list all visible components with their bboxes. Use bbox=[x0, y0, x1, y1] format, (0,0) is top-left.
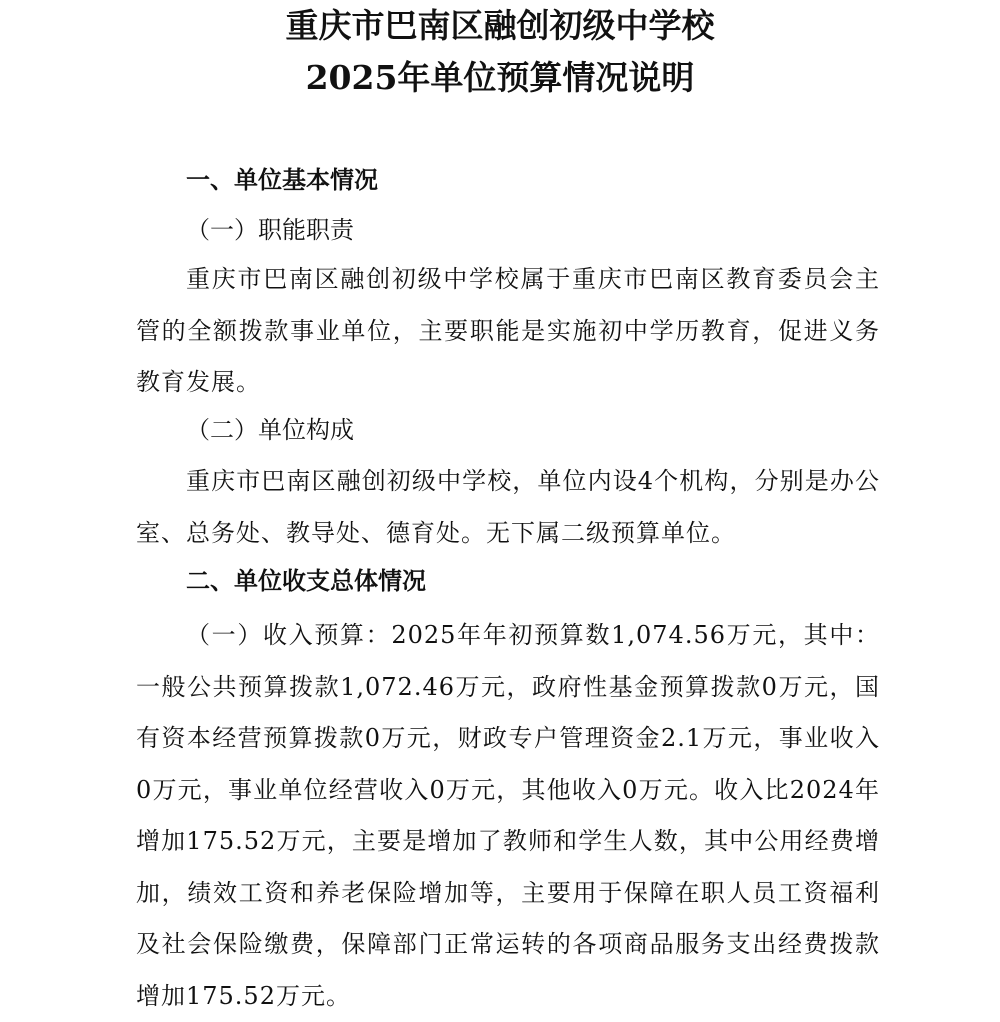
section-1-sub-2-heading: （二）单位构成 bbox=[186, 416, 354, 444]
section-1-sub-1-paragraph: 重庆市巴南区融创初级中学校属于重庆市巴南区教育委员会主管的全额拨款事业单位，主要职能是实施初中学历教育，促进义务教育发展。 bbox=[136, 265, 880, 396]
section-1-heading: 一、单位基本情况 bbox=[186, 165, 378, 194]
section-2-heading: 二、单位收支总体情况 bbox=[186, 566, 426, 595]
income-budget-label: （一）收入预算： bbox=[186, 621, 392, 649]
section-1-sub-2-paragraph: 重庆市巴南区融创初级中学校，单位内设4个机构，分别是办公室、总务处、教导处、德育处。无下属二级预算单位。 bbox=[136, 467, 880, 547]
document-title-line-1: 重庆市巴南区融创初级中学校 bbox=[285, 6, 715, 45]
income-budget-text: 2025年年初预算数1,074.56万元，其中：一般公共预算拨款1,072.46万元，政府性基金预算拨款0万元，国有资本经营预算拨款0万元，财政专户管理资金2.1万元，事业收入0万元，事业单位经营收入0万元，其他收入0万元。收入比2024年增加175.52万元，主要是增加了教师和学生人数，其中公用经费增加，绩效工资和养老保险增加等，主要用于保障在职人员工资福利及社会保险缴费，保障部门正常运转的各项商品服务支出经费拨款增加175.52万元。 bbox=[136, 621, 881, 1010]
section-1-sub-1-heading: （一）职能职责 bbox=[186, 216, 354, 244]
document-title-line-2: 2025年单位预算情况说明 bbox=[305, 58, 695, 97]
section-2-sub-1-paragraph bbox=[136, 610, 880, 1022]
